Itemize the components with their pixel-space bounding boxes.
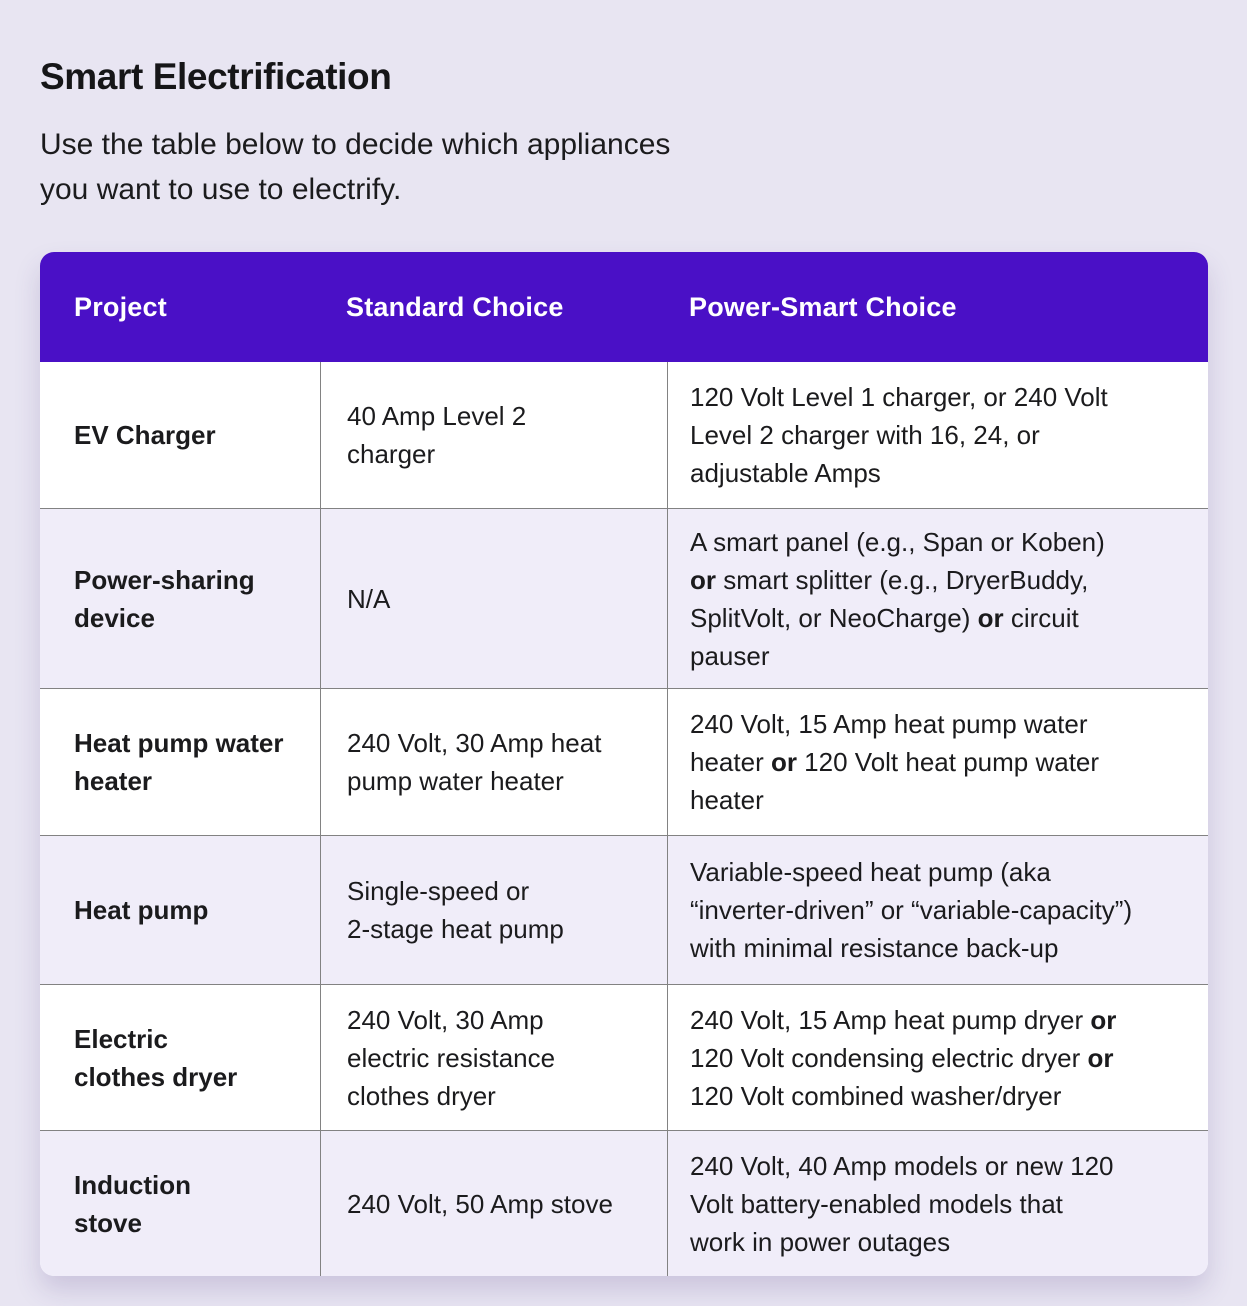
- project-cell: EV Charger: [74, 420, 216, 450]
- power-smart-choice-cell: Variable-speed heat pump (aka “inverter-driven” or “variable-capacity”) with minimal resistance back-up: [667, 836, 1208, 984]
- table-row-electric-clothes-dryer: [40, 984, 1208, 1130]
- standard-choice-cell: 240 Volt, 30 Amp electric resistance clothes dryer: [320, 985, 667, 1130]
- page-title: Smart Electrification: [40, 56, 392, 97]
- power-smart-choice-cell: A smart panel (e.g., Span or Koben) or smart splitter (e.g., DryerBuddy, SplitVolt, or NeoCharge) or circuit pauser: [667, 509, 1208, 688]
- electrification-table: [40, 252, 1208, 1276]
- column-header-standard-choice: Standard Choice: [346, 291, 564, 322]
- table-row-power-sharing-device: [40, 508, 1208, 688]
- project-cell: Electric clothes dryer: [74, 1023, 238, 1092]
- standard-choice-cell: Single-speed or 2-stage heat pump: [320, 836, 667, 984]
- standard-choice-cell: 240 Volt, 50 Amp stove: [320, 1131, 667, 1276]
- project-cell: Power-sharing device: [74, 564, 255, 633]
- table-row-induction-stove: [40, 1130, 1208, 1276]
- power-smart-choice-cell: 240 Volt, 15 Amp heat pump dryer or 120 Volt condensing electric dryer or 120 Volt combined washer/dryer: [667, 985, 1208, 1130]
- power-smart-choice-cell: 120 Volt Level 1 charger, or 240 Volt Level 2 charger with 16, 24, or adjustable Amps: [667, 362, 1208, 508]
- standard-choice-cell: N/A: [320, 509, 667, 688]
- column-header-project: Project: [74, 291, 167, 322]
- power-smart-choice-cell: 240 Volt, 15 Amp heat pump water heater or 120 Volt heat pump water heater: [667, 689, 1208, 835]
- standard-choice-cell: 240 Volt, 30 Amp heat pump water heater: [320, 689, 667, 835]
- power-smart-choice-cell: 240 Volt, 40 Amp models or new 120 Volt battery-enabled models that work in power outages: [667, 1131, 1208, 1276]
- table-row-heat-pump-water-heater: [40, 688, 1208, 835]
- table-row-heat-pump: [40, 835, 1208, 984]
- project-cell: Heat pump water heater: [74, 728, 284, 796]
- project-cell: Induction stove: [74, 1169, 191, 1238]
- column-header-power-smart-choice: Power-Smart Choice: [689, 291, 957, 322]
- page-subtitle: Use the table below to decide which appliances you want to use to electrify.: [40, 128, 671, 206]
- standard-choice-cell: 40 Amp Level 2 charger: [320, 362, 667, 508]
- table-row-ev-charger: [40, 362, 1208, 508]
- table-header-row: [40, 252, 1208, 362]
- project-cell: Heat pump: [74, 895, 209, 925]
